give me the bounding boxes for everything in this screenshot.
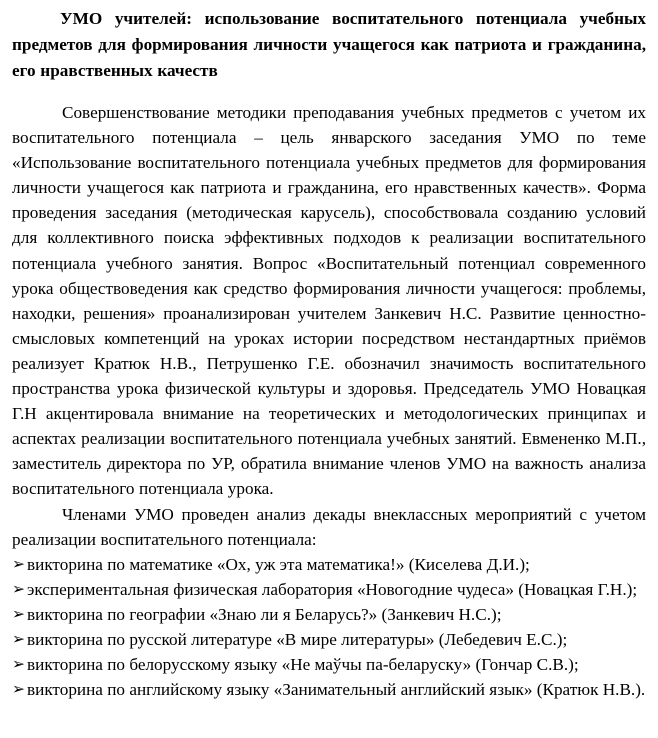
list-item [12,552,646,577]
list-item [12,602,646,627]
title-spacer [12,84,646,100]
list-item [12,577,646,602]
body-paragraph-1: Совершенствование методики преподавания учебных предметов с учетом их воспитательного потенциала – цель январского заседания УМО по теме «Использование воспитательного потенциала учебных предметов для формирования личности учащегося как патриота и гражданина, его нравственных качеств». Форма проведения заседания (методическая карусель), способствовала созданию условий для коллективного поиска эффективных подходов к реализации воспитательного потенциала учебного занятия. Вопрос «Воспитательный потенциал современного урока обществоведения как средство формирования личности учащегося: проблемы, находки, решения» проанализирован учителем Занкевич Н.С. Развитие ценностно-смысловых компетенций на уроках истории посредством нестандартных приёмов реализует Кратюк Н.В., Петрушенко Г.Е. обозначил значимость воспитательного пространства урока физической культуры и здоровья. Председатель УМО Новацкая Г.Н акцентировала внимание на теоретических и методологических принципах и аспектах реализации воспитательного потенциала учебных занятий. Евмененко М.П., заместитель директора по УР, обратила внимание членов УМО на важность анализа воспитательного потенциала урока. [12,103,646,499]
body-paragraph-2: Членами УМО проведен анализ декады внеклассных мероприятий с учетом реализации воспитательного потенциала: [12,504,646,549]
arrow-bullet-icon: ➢ [12,680,25,699]
list-item [12,652,646,677]
arrow-bullet-icon: ➢ [12,604,25,623]
list-item-label: викторина по английскому языку «Занимательный английский язык» (Кратюк Н.В.). [27,680,646,700]
list-item [12,677,646,702]
list-item-label: викторина по географии «Знаю ли я Беларусь?» (Занкевич Н.С.); [27,604,502,624]
page-title: УМО учителей: использование воспитательного потенциала учебных предметов для формирования личности учащегося как патриота и гражданина, его нравственных качеств [12,9,646,80]
list-item-label: викторина по белорусскому языку «Не маўчы па-беларуску» (Гончар С.В.); [27,655,579,675]
arrow-bullet-icon: ➢ [12,655,25,674]
arrow-bullet-icon: ➢ [12,554,25,573]
arrow-bullet-icon: ➢ [12,579,25,598]
list-item-label: викторина по математике «Ох, уж эта математика!» (Киселева Д.И.); [27,554,530,574]
arrow-bullet-icon: ➢ [12,629,25,648]
activities-list [12,552,646,703]
list-item-label: викторина по русской литературе «В мире литературы» (Лебедевич Е.С.); [27,629,568,649]
list-item-label: экспериментальная физическая лаборатория «Новогодние чудеса» (Новацкая Г.Н.); [27,579,638,599]
list-item [12,627,646,652]
